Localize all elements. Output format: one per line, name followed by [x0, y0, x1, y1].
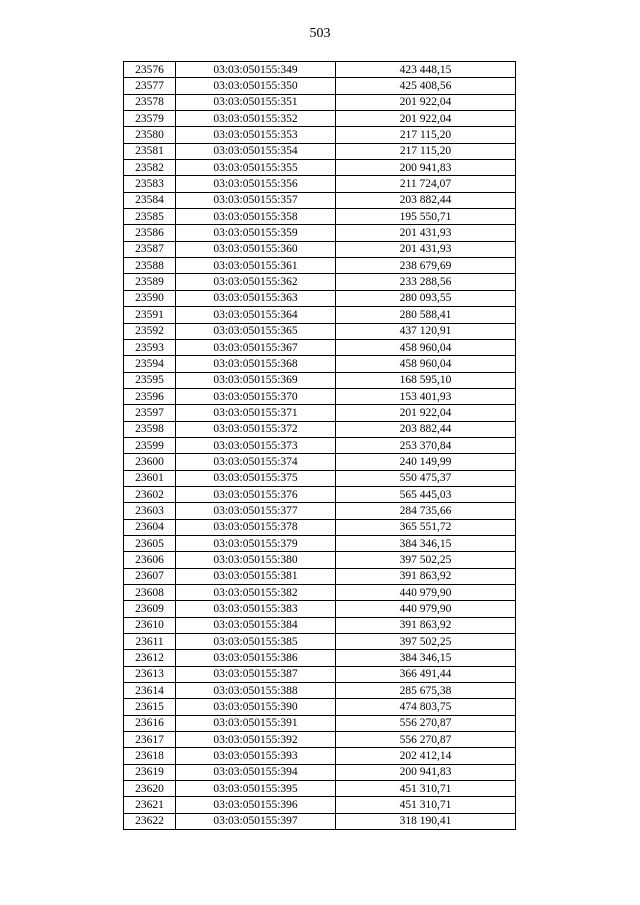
table-row: [124, 535, 516, 551]
value-cell: 397 502,25: [336, 552, 516, 568]
cadastral-number-cell: 03:03:050155:393: [176, 748, 336, 764]
cadastral-number-cell: 03:03:050155:359: [176, 225, 336, 241]
cadastral-number-cell: 03:03:050155:397: [176, 813, 336, 829]
cadastral-number-cell: 03:03:050155:353: [176, 127, 336, 143]
table-row: [124, 486, 516, 502]
table-row: [124, 258, 516, 274]
cadastral-number-cell: 03:03:050155:380: [176, 552, 336, 568]
cadastral-number-cell: 03:03:050155:382: [176, 585, 336, 601]
value-cell: 451 310,71: [336, 781, 516, 797]
value-cell: 437 120,91: [336, 323, 516, 339]
cadastral-number-cell: 03:03:050155:354: [176, 143, 336, 159]
row-number-cell: 23610: [124, 617, 176, 633]
table-row: [124, 634, 516, 650]
value-cell: 565 445,03: [336, 486, 516, 502]
value-cell: 391 863,92: [336, 568, 516, 584]
table-row: [124, 127, 516, 143]
value-cell: 201 922,04: [336, 405, 516, 421]
table-row: [124, 748, 516, 764]
row-number-cell: 23615: [124, 699, 176, 715]
table-row: [124, 437, 516, 453]
table-row: [124, 274, 516, 290]
cadastral-number-cell: 03:03:050155:383: [176, 601, 336, 617]
cadastral-number-cell: 03:03:050155:396: [176, 797, 336, 813]
row-number-cell: 23594: [124, 356, 176, 372]
table-row: [124, 94, 516, 110]
row-number-cell: 23593: [124, 339, 176, 355]
cadastral-number-cell: 03:03:050155:358: [176, 209, 336, 225]
row-number-cell: 23614: [124, 683, 176, 699]
data-table: [123, 61, 516, 830]
value-cell: 550 475,37: [336, 470, 516, 486]
row-number-cell: 23596: [124, 388, 176, 404]
cadastral-number-cell: 03:03:050155:373: [176, 437, 336, 453]
cadastral-number-cell: 03:03:050155:351: [176, 94, 336, 110]
table-row: [124, 209, 516, 225]
table-row: [124, 241, 516, 257]
value-cell: 384 346,15: [336, 650, 516, 666]
value-cell: 397 502,25: [336, 634, 516, 650]
table-body: [124, 62, 516, 830]
row-number-cell: 23622: [124, 813, 176, 829]
table-row: [124, 192, 516, 208]
cadastral-number-cell: 03:03:050155:384: [176, 617, 336, 633]
row-number-cell: 23612: [124, 650, 176, 666]
cadastral-number-cell: 03:03:050155:361: [176, 258, 336, 274]
cadastral-number-cell: 03:03:050155:364: [176, 307, 336, 323]
cadastral-number-cell: 03:03:050155:368: [176, 356, 336, 372]
cadastral-number-cell: 03:03:050155:367: [176, 339, 336, 355]
value-cell: 366 491,44: [336, 666, 516, 682]
row-number-cell: 23589: [124, 274, 176, 290]
value-cell: 201 922,04: [336, 111, 516, 127]
cadastral-number-cell: 03:03:050155:362: [176, 274, 336, 290]
value-cell: 425 408,56: [336, 78, 516, 94]
value-cell: 201 922,04: [336, 94, 516, 110]
cadastral-number-cell: 03:03:050155:349: [176, 62, 336, 78]
cadastral-number-cell: 03:03:050155:360: [176, 241, 336, 257]
cadastral-number-cell: 03:03:050155:369: [176, 372, 336, 388]
row-number-cell: 23597: [124, 405, 176, 421]
value-cell: 217 115,20: [336, 127, 516, 143]
table-row: [124, 372, 516, 388]
cadastral-number-cell: 03:03:050155:378: [176, 519, 336, 535]
table-row: [124, 323, 516, 339]
table-row: [124, 111, 516, 127]
table-row: [124, 617, 516, 633]
table-row: [124, 552, 516, 568]
row-number-cell: 23607: [124, 568, 176, 584]
row-number-cell: 23601: [124, 470, 176, 486]
row-number-cell: 23595: [124, 372, 176, 388]
table-row: [124, 78, 516, 94]
value-cell: 203 882,44: [336, 192, 516, 208]
row-number-cell: 23609: [124, 601, 176, 617]
table-row: [124, 650, 516, 666]
row-number-cell: 23587: [124, 241, 176, 257]
table-row: [124, 764, 516, 780]
table-row: [124, 470, 516, 486]
table-row: [124, 797, 516, 813]
row-number-cell: 23598: [124, 421, 176, 437]
table-row: [124, 683, 516, 699]
table-row: [124, 176, 516, 192]
value-cell: 253 370,84: [336, 437, 516, 453]
value-cell: 474 803,75: [336, 699, 516, 715]
cadastral-number-cell: 03:03:050155:356: [176, 176, 336, 192]
value-cell: 285 675,38: [336, 683, 516, 699]
value-cell: 201 431,93: [336, 225, 516, 241]
value-cell: 195 550,71: [336, 209, 516, 225]
value-cell: 284 735,66: [336, 503, 516, 519]
row-number-cell: 23603: [124, 503, 176, 519]
value-cell: 440 979,90: [336, 585, 516, 601]
value-cell: 391 863,92: [336, 617, 516, 633]
cadastral-number-cell: 03:03:050155:387: [176, 666, 336, 682]
cadastral-number-cell: 03:03:050155:365: [176, 323, 336, 339]
table-row: [124, 813, 516, 829]
table-row: [124, 568, 516, 584]
value-cell: 200 941,83: [336, 160, 516, 176]
row-number-cell: 23602: [124, 486, 176, 502]
value-cell: 458 960,04: [336, 356, 516, 372]
value-cell: 458 960,04: [336, 339, 516, 355]
row-number-cell: 23582: [124, 160, 176, 176]
cadastral-number-cell: 03:03:050155:350: [176, 78, 336, 94]
cadastral-number-cell: 03:03:050155:371: [176, 405, 336, 421]
table-row: [124, 143, 516, 159]
cadastral-number-cell: 03:03:050155:395: [176, 781, 336, 797]
row-number-cell: 23588: [124, 258, 176, 274]
row-number-cell: 23586: [124, 225, 176, 241]
value-cell: 168 595,10: [336, 372, 516, 388]
value-cell: 318 190,41: [336, 813, 516, 829]
table-row: [124, 732, 516, 748]
value-cell: 365 551,72: [336, 519, 516, 535]
table-row: [124, 454, 516, 470]
table-row: [124, 62, 516, 78]
row-number-cell: 23583: [124, 176, 176, 192]
cadastral-number-cell: 03:03:050155:357: [176, 192, 336, 208]
table-row: [124, 666, 516, 682]
row-number-cell: 23600: [124, 454, 176, 470]
row-number-cell: 23618: [124, 748, 176, 764]
table-row: [124, 781, 516, 797]
row-number-cell: 23599: [124, 437, 176, 453]
table-row: [124, 356, 516, 372]
cadastral-number-cell: 03:03:050155:377: [176, 503, 336, 519]
cadastral-number-cell: 03:03:050155:385: [176, 634, 336, 650]
value-cell: 240 149,99: [336, 454, 516, 470]
table-row: [124, 519, 516, 535]
row-number-cell: 23613: [124, 666, 176, 682]
row-number-cell: 23605: [124, 535, 176, 551]
cadastral-number-cell: 03:03:050155:379: [176, 535, 336, 551]
value-cell: 238 679,69: [336, 258, 516, 274]
table-row: [124, 388, 516, 404]
value-cell: 203 882,44: [336, 421, 516, 437]
table-row: [124, 160, 516, 176]
row-number-cell: 23617: [124, 732, 176, 748]
row-number-cell: 23604: [124, 519, 176, 535]
cadastral-number-cell: 03:03:050155:388: [176, 683, 336, 699]
cadastral-number-cell: 03:03:050155:352: [176, 111, 336, 127]
cadastral-number-cell: 03:03:050155:363: [176, 290, 336, 306]
value-cell: 440 979,90: [336, 601, 516, 617]
row-number-cell: 23581: [124, 143, 176, 159]
cadastral-number-cell: 03:03:050155:372: [176, 421, 336, 437]
row-number-cell: 23585: [124, 209, 176, 225]
table-row: [124, 307, 516, 323]
row-number-cell: 23590: [124, 290, 176, 306]
page-number: 503: [309, 26, 331, 41]
row-number-cell: 23592: [124, 323, 176, 339]
row-number-cell: 23584: [124, 192, 176, 208]
row-number-cell: 23591: [124, 307, 176, 323]
table-row: [124, 503, 516, 519]
cadastral-number-cell: 03:03:050155:392: [176, 732, 336, 748]
row-number-cell: 23578: [124, 94, 176, 110]
value-cell: 556 270,87: [336, 732, 516, 748]
cadastral-number-cell: 03:03:050155:386: [176, 650, 336, 666]
row-number-cell: 23608: [124, 585, 176, 601]
row-number-cell: 23619: [124, 764, 176, 780]
row-number-cell: 23606: [124, 552, 176, 568]
cadastral-number-cell: 03:03:050155:375: [176, 470, 336, 486]
row-number-cell: 23616: [124, 715, 176, 731]
value-cell: 211 724,07: [336, 176, 516, 192]
cadastral-number-cell: 03:03:050155:381: [176, 568, 336, 584]
cadastral-number-cell: 03:03:050155:390: [176, 699, 336, 715]
row-number-cell: 23577: [124, 78, 176, 94]
value-cell: 217 115,20: [336, 143, 516, 159]
value-cell: 384 346,15: [336, 535, 516, 551]
value-cell: 202 412,14: [336, 748, 516, 764]
table-row: [124, 699, 516, 715]
table-row: [124, 715, 516, 731]
value-cell: 280 093,55: [336, 290, 516, 306]
table-row: [124, 585, 516, 601]
row-number-cell: 23621: [124, 797, 176, 813]
cadastral-number-cell: 03:03:050155:391: [176, 715, 336, 731]
row-number-cell: 23620: [124, 781, 176, 797]
table-row: [124, 339, 516, 355]
value-cell: 233 288,56: [336, 274, 516, 290]
row-number-cell: 23611: [124, 634, 176, 650]
table-row: [124, 601, 516, 617]
value-cell: 201 431,93: [336, 241, 516, 257]
value-cell: 280 588,41: [336, 307, 516, 323]
row-number-cell: 23580: [124, 127, 176, 143]
cadastral-number-cell: 03:03:050155:355: [176, 160, 336, 176]
table-row: [124, 421, 516, 437]
value-cell: 451 310,71: [336, 797, 516, 813]
table-row: [124, 405, 516, 421]
cadastral-number-cell: 03:03:050155:370: [176, 388, 336, 404]
value-cell: 153 401,93: [336, 388, 516, 404]
row-number-cell: 23576: [124, 62, 176, 78]
table-row: [124, 290, 516, 306]
cadastral-number-cell: 03:03:050155:376: [176, 486, 336, 502]
value-cell: 556 270,87: [336, 715, 516, 731]
value-cell: 200 941,83: [336, 764, 516, 780]
value-cell: 423 448,15: [336, 62, 516, 78]
cadastral-number-cell: 03:03:050155:374: [176, 454, 336, 470]
table-row: [124, 225, 516, 241]
cadastral-number-cell: 03:03:050155:394: [176, 764, 336, 780]
row-number-cell: 23579: [124, 111, 176, 127]
